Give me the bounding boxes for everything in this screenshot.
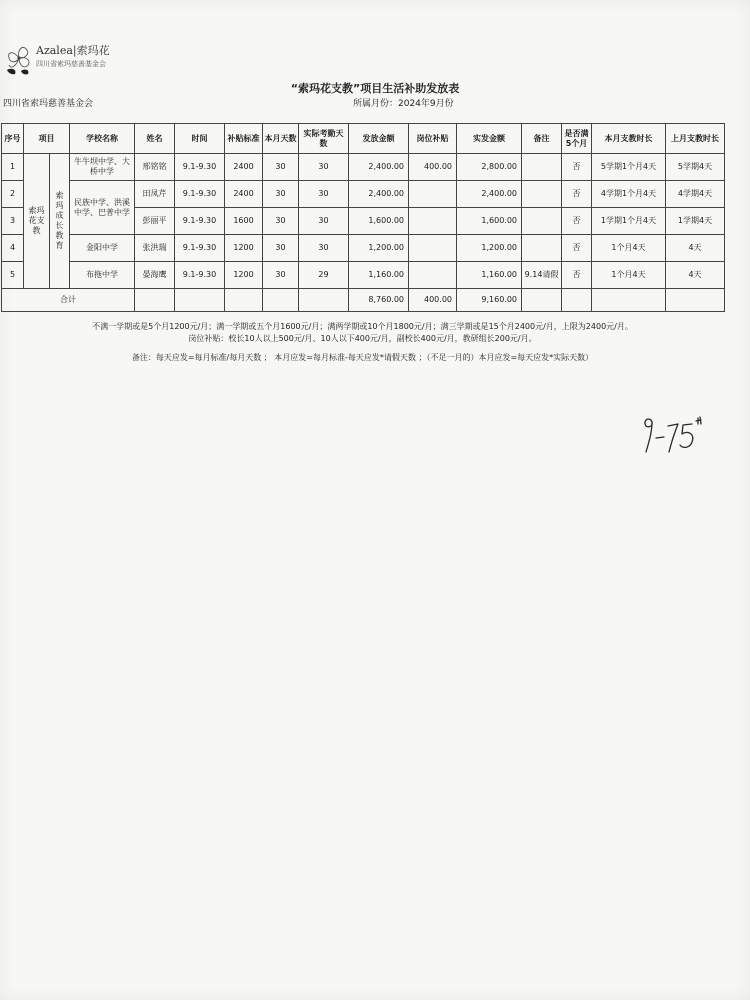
name-cell: 晏海鹰 <box>135 262 175 289</box>
this-month-length-cell: 4学期1个月4天 <box>592 181 666 208</box>
amount-cell: 2,400.00 <box>349 154 409 181</box>
time-cell: 9.1-9.30 <box>175 235 225 262</box>
amount-cell: 1,600.00 <box>349 208 409 235</box>
name-cell: 彭丽平 <box>135 208 175 235</box>
time-cell: 9.1-9.30 <box>175 208 225 235</box>
last-month-length-cell: 4学期4天 <box>666 181 725 208</box>
school-cell: 金阳中学 <box>70 235 135 262</box>
foundation-logo <box>3 38 123 80</box>
actual-days-cell: 30 <box>299 208 349 235</box>
actual-days-cell: 29 <box>299 262 349 289</box>
total-empty-cell <box>225 289 263 312</box>
remark-cell: 9.14请假 <box>522 262 562 289</box>
amount-cell: 2,400.00 <box>349 181 409 208</box>
standard-cell: 1200 <box>225 235 263 262</box>
actual-days-cell: 30 <box>299 154 349 181</box>
subsidy-standard-note: 不满一学期或是5个月1200元/月；满一学期或五个月1600元/月；满两学期或10个月1800元/月；满三学期或是15个月2400元/月，上限为2400元/月。 <box>92 322 633 331</box>
days-cell: 30 <box>263 181 299 208</box>
header-amount: 发放金额 <box>349 124 409 154</box>
total-empty-cell <box>562 289 592 312</box>
amount-cell: 1,200.00 <box>349 235 409 262</box>
header-project: 项目 <box>24 124 70 154</box>
seq-cell: 1 <box>2 154 24 181</box>
school-cell: 布拖中学 <box>70 262 135 289</box>
logo-name: Azalea|索玛花 <box>36 44 110 57</box>
over-5-months-cell: 否 <box>562 235 592 262</box>
remark-cell <box>522 235 562 262</box>
post-subsidy-cell <box>409 235 457 262</box>
handwritten-annotation <box>640 412 710 456</box>
post-subsidy-cell <box>409 262 457 289</box>
logo-subtitle: 四川省索玛慈善基金会 <box>36 60 106 68</box>
billing-month: 所属月份：2024年9月份 <box>353 99 454 109</box>
total-empty-cell <box>592 289 666 312</box>
project-cell: 索玛花支教 <box>24 154 50 289</box>
seq-cell: 2 <box>2 181 24 208</box>
total-empty-cell <box>522 289 562 312</box>
header-paid-amount: 实发金额 <box>457 124 522 154</box>
days-cell: 30 <box>263 208 299 235</box>
header-post-subsidy: 岗位补贴 <box>409 124 457 154</box>
days-cell: 30 <box>263 154 299 181</box>
header-days: 本月天数 <box>263 124 299 154</box>
calculation-note: 备注：每天应发=每月标准/每月天数 ； 本月应发=每月标准-每天应发*请假天数 ；（不足一月的）本月应发=每天应发*实际天数） <box>131 353 594 362</box>
post-subsidy-cell <box>409 181 457 208</box>
this-month-length-cell: 1个月4天 <box>592 235 666 262</box>
time-cell: 9.1-9.30 <box>175 181 225 208</box>
name-cell: 田凤芹 <box>135 181 175 208</box>
days-cell: 30 <box>263 262 299 289</box>
total-row <box>2 289 725 312</box>
paid-amount-cell: 2,400.00 <box>457 181 522 208</box>
total-empty-cell <box>299 289 349 312</box>
table-row <box>2 154 725 181</box>
seq-cell: 5 <box>2 262 24 289</box>
this-month-length-cell: 5学期1个月4天 <box>592 154 666 181</box>
total-empty-cell <box>666 289 725 312</box>
header-row <box>2 124 725 154</box>
over-5-months-cell: 否 <box>562 181 592 208</box>
total-label: 合计 <box>2 289 135 312</box>
standard-cell: 1600 <box>225 208 263 235</box>
paid-amount-cell: 2,800.00 <box>457 154 522 181</box>
remark-cell <box>522 181 562 208</box>
total-empty-cell <box>175 289 225 312</box>
last-month-length-cell: 4天 <box>666 235 725 262</box>
sub-project-cell: 索玛成长教育 <box>50 154 70 289</box>
header-time: 时间 <box>175 124 225 154</box>
remark-cell <box>522 154 562 181</box>
total-post-subsidy: 400.00 <box>409 289 457 312</box>
remark-cell <box>522 208 562 235</box>
total-paid-amount: 9,160.00 <box>457 289 522 312</box>
days-cell: 30 <box>263 235 299 262</box>
header-last-month-length: 上月支教时长 <box>666 124 725 154</box>
this-month-length-cell: 1学期1个月4天 <box>592 208 666 235</box>
actual-days-cell: 30 <box>299 181 349 208</box>
header-this-month-length: 本月支教时长 <box>592 124 666 154</box>
amount-cell: 1,160.00 <box>349 262 409 289</box>
header-school: 学校名称 <box>70 124 135 154</box>
actual-days-cell: 30 <box>299 235 349 262</box>
table-row <box>2 262 725 289</box>
table-row <box>2 181 725 208</box>
time-cell: 9.1-9.30 <box>175 154 225 181</box>
total-empty-cell <box>263 289 299 312</box>
organization-name: 四川省索玛慈善基金会 <box>3 99 94 109</box>
school-cell: 牛牛坝中学、大桥中学 <box>70 154 135 181</box>
post-subsidy-cell: 400.00 <box>409 154 457 181</box>
standard-cell: 2400 <box>225 154 263 181</box>
last-month-length-cell: 4天 <box>666 262 725 289</box>
header-actual-days: 实际考勤天数 <box>299 124 349 154</box>
last-month-length-cell: 1学期4天 <box>666 208 725 235</box>
total-amount: 8,760.00 <box>349 289 409 312</box>
over-5-months-cell: 否 <box>562 154 592 181</box>
over-5-months-cell: 否 <box>562 208 592 235</box>
school-cell: 民族中学、洪溪中学、巴普中学 <box>70 181 135 235</box>
seq-cell: 4 <box>2 235 24 262</box>
paid-amount-cell: 1,160.00 <box>457 262 522 289</box>
time-cell: 9.1-9.30 <box>175 262 225 289</box>
header-remark: 备注 <box>522 124 562 154</box>
post-subsidy-cell <box>409 208 457 235</box>
header-standard: 补贴标准 <box>225 124 263 154</box>
standard-cell: 1200 <box>225 262 263 289</box>
standard-cell: 2400 <box>225 181 263 208</box>
table-row <box>2 235 725 262</box>
name-cell: 邢铭铭 <box>135 154 175 181</box>
header-name: 姓名 <box>135 124 175 154</box>
name-cell: 张洪瑞 <box>135 235 175 262</box>
paid-amount-cell: 1,200.00 <box>457 235 522 262</box>
over-5-months-cell: 否 <box>562 262 592 289</box>
header-seq: 序号 <box>2 124 24 154</box>
header-over-5-months: 是否满5个月 <box>562 124 592 154</box>
post-subsidy-note: 岗位补贴：校长10人以上500元/月、10人以下400元/月，副校长400元/月，教研组长200元/月。 <box>188 334 537 343</box>
subsidy-table <box>1 123 725 312</box>
document-title: “索玛花支教”项目生活补助发放表 <box>290 82 460 95</box>
this-month-length-cell: 1个月4天 <box>592 262 666 289</box>
total-empty-cell <box>135 289 175 312</box>
seq-cell: 3 <box>2 208 24 235</box>
azalea-flower-icon <box>3 40 37 76</box>
paid-amount-cell: 1,600.00 <box>457 208 522 235</box>
last-month-length-cell: 5学期4天 <box>666 154 725 181</box>
